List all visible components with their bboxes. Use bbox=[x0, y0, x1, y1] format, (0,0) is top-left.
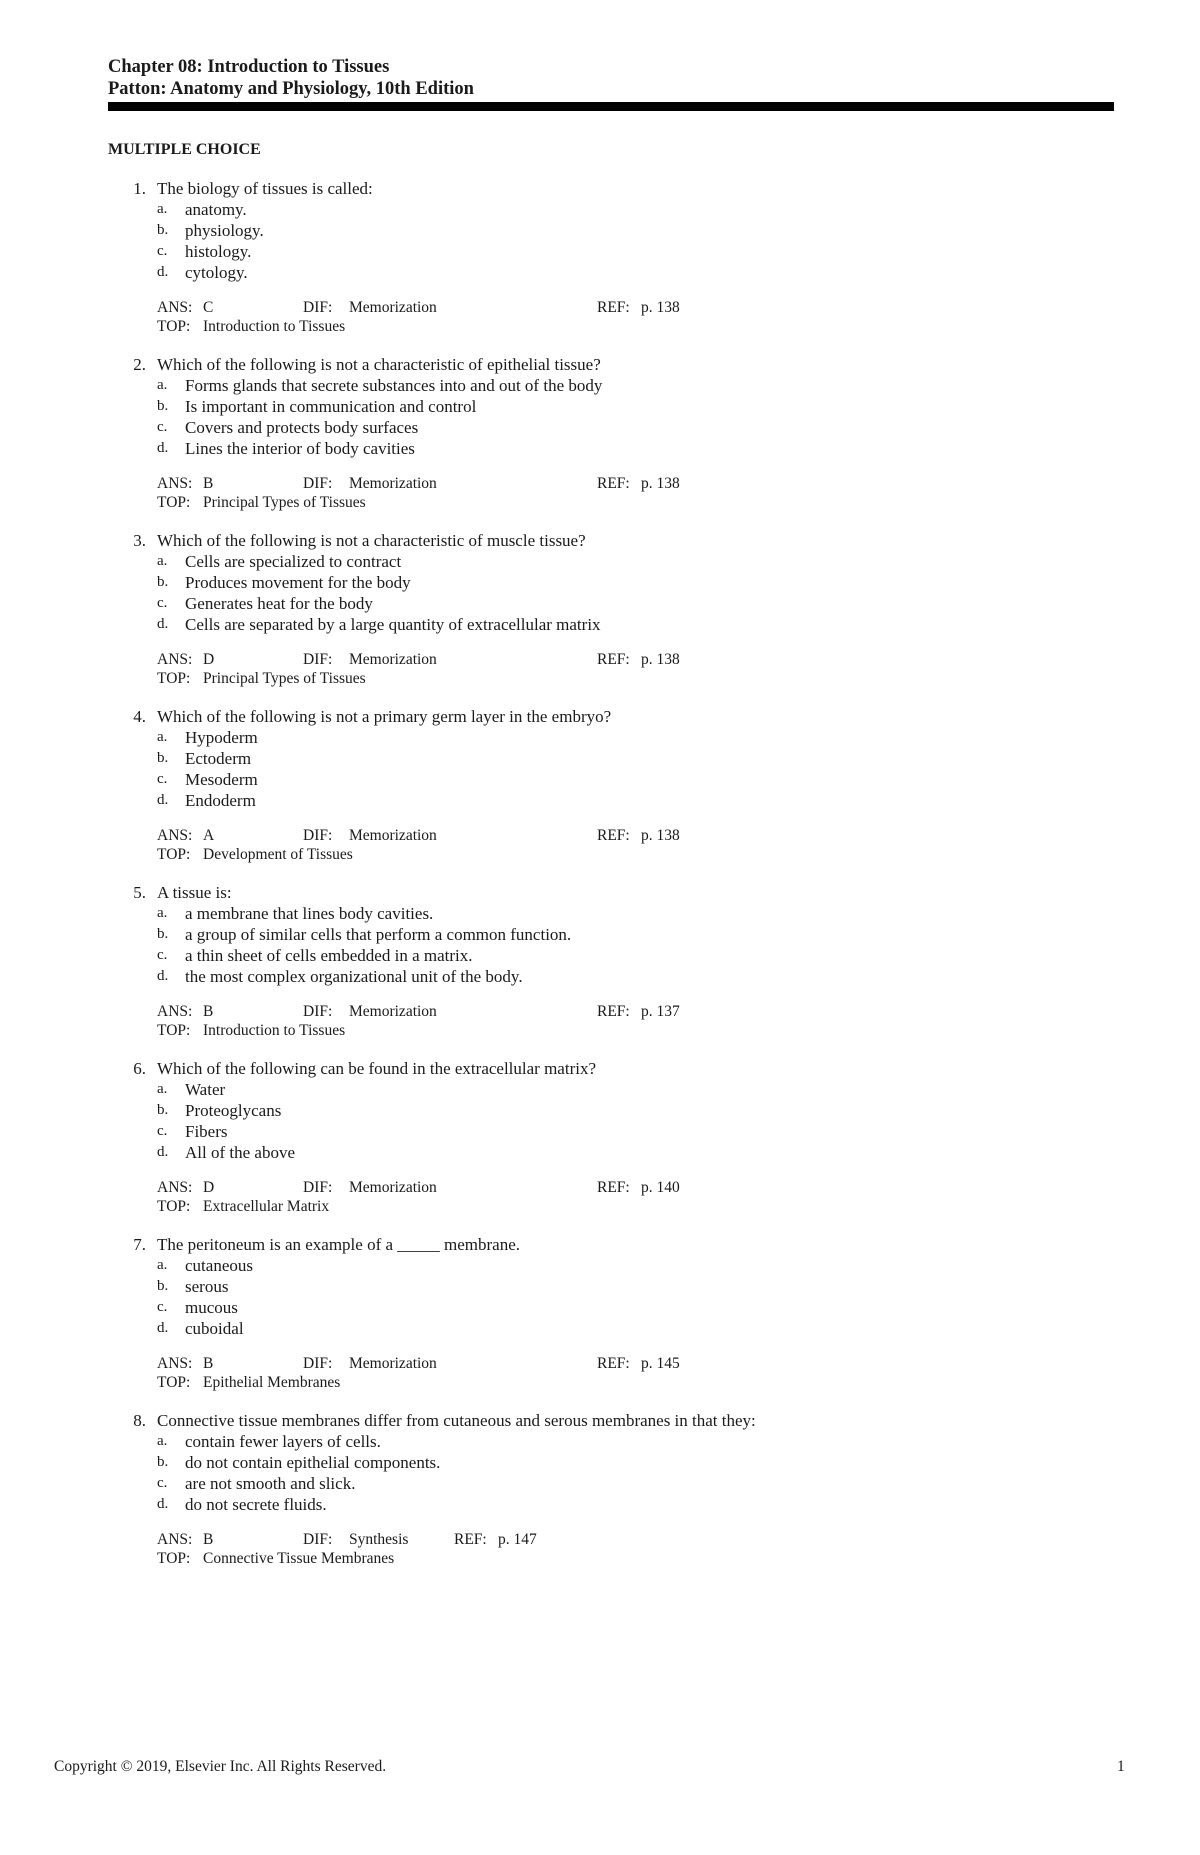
question-item bbox=[108, 530, 1108, 706]
answer-metadata bbox=[157, 1530, 777, 1568]
option-text: a membrane that lines body cavities. bbox=[185, 904, 434, 923]
top-label: TOP: bbox=[157, 1022, 191, 1039]
option-letter: b. bbox=[157, 750, 169, 766]
option-letter: d. bbox=[157, 264, 169, 280]
ans-label: ANS: bbox=[157, 1179, 193, 1196]
option-letter: b. bbox=[157, 1454, 169, 1470]
question-stem: Which of the following is not a characteristic of muscle tissue? bbox=[157, 531, 586, 550]
question-list bbox=[108, 178, 1108, 1586]
top-label: TOP: bbox=[157, 318, 191, 335]
question-number: 6. bbox=[133, 1059, 146, 1078]
question-stem: The peritoneum is an example of a _____ membrane. bbox=[157, 1235, 521, 1254]
question-stem: Which of the following is not a characteristic of epithelial tissue? bbox=[157, 355, 601, 374]
top-label: TOP: bbox=[157, 846, 191, 863]
dif-label: DIF: bbox=[303, 1531, 333, 1548]
dif-label: DIF: bbox=[303, 1355, 333, 1372]
option-text: Water bbox=[185, 1080, 226, 1099]
option-text: cutaneous bbox=[185, 1256, 253, 1275]
option-letter: d. bbox=[157, 1320, 169, 1336]
top-value: Introduction to Tissues bbox=[203, 1022, 346, 1039]
dif-label: DIF: bbox=[303, 299, 333, 316]
ans-label: ANS: bbox=[157, 1531, 193, 1548]
dif-value: Memorization bbox=[349, 299, 437, 316]
page-header bbox=[108, 56, 1114, 100]
option-letter: a. bbox=[157, 201, 168, 217]
ans-label: ANS: bbox=[157, 827, 193, 844]
ans-label: ANS: bbox=[157, 1003, 193, 1020]
chapter-title: Chapter 08: Introduction to Tissues bbox=[108, 57, 390, 77]
option-text: serous bbox=[185, 1277, 229, 1296]
ans-label: ANS: bbox=[157, 651, 193, 668]
top-label: TOP: bbox=[157, 1198, 191, 1215]
option-letter: b. bbox=[157, 398, 169, 414]
option-letter: c. bbox=[157, 1299, 168, 1315]
ref-label: REF: bbox=[597, 1179, 630, 1196]
question-item bbox=[108, 1234, 1108, 1410]
ref-value: p. 140 bbox=[641, 1179, 680, 1196]
ref-label: REF: bbox=[597, 827, 630, 844]
question-stem: Connective tissue membranes differ from cutaneous and serous membranes in that they: bbox=[157, 1411, 756, 1430]
option-letter: c. bbox=[157, 1475, 168, 1491]
page-number: 1 bbox=[1117, 1758, 1125, 1775]
option-letter: b. bbox=[157, 1278, 169, 1294]
dif-label: DIF: bbox=[303, 827, 333, 844]
answer-metadata bbox=[157, 650, 777, 688]
option-letter: d. bbox=[157, 1496, 169, 1512]
question-item bbox=[108, 178, 1108, 354]
answer-metadata bbox=[157, 1002, 777, 1040]
option-text: do not secrete fluids. bbox=[185, 1495, 327, 1514]
option-text: physiology. bbox=[185, 221, 264, 240]
option-letter: c. bbox=[157, 419, 168, 435]
option-text: a thin sheet of cells embedded in a matrix. bbox=[185, 946, 473, 965]
option-text: All of the above bbox=[185, 1143, 295, 1162]
question-number: 7. bbox=[133, 1235, 146, 1254]
ref-label: REF: bbox=[454, 1531, 487, 1548]
ref-label: REF: bbox=[597, 299, 630, 316]
question-number: 5. bbox=[133, 883, 146, 902]
question-item bbox=[108, 882, 1108, 1058]
ans-value: C bbox=[203, 299, 214, 316]
ans-value: D bbox=[203, 651, 215, 668]
dif-label: DIF: bbox=[303, 1179, 333, 1196]
question-item bbox=[108, 1410, 1108, 1586]
dif-value: Memorization bbox=[349, 827, 437, 844]
option-text: Fibers bbox=[185, 1122, 228, 1141]
question-number: 3. bbox=[133, 531, 146, 550]
dif-label: DIF: bbox=[303, 651, 333, 668]
option-text: a group of similar cells that perform a common function. bbox=[185, 925, 572, 944]
option-text: the most complex organizational unit of the body. bbox=[185, 967, 523, 986]
question-item bbox=[108, 706, 1108, 882]
section-title: MULTIPLE CHOICE bbox=[108, 141, 261, 158]
option-text: Cells are specialized to contract bbox=[185, 552, 402, 571]
ans-value: D bbox=[203, 1179, 215, 1196]
option-text: Lines the interior of body cavities bbox=[185, 439, 415, 458]
top-value: Connective Tissue Membranes bbox=[203, 1550, 395, 1567]
question-number: 8. bbox=[133, 1411, 146, 1430]
option-text: Ectoderm bbox=[185, 749, 252, 768]
dif-value: Memorization bbox=[349, 475, 437, 492]
header-rule bbox=[108, 102, 1114, 111]
option-letter: a. bbox=[157, 553, 168, 569]
option-text: Endoderm bbox=[185, 791, 256, 810]
option-letter: b. bbox=[157, 926, 169, 942]
ref-value: p. 138 bbox=[641, 299, 680, 316]
option-text: Mesoderm bbox=[185, 770, 258, 789]
answer-metadata bbox=[157, 1354, 777, 1392]
dif-value: Synthesis bbox=[349, 1531, 409, 1548]
option-text: Covers and protects body surfaces bbox=[185, 418, 419, 437]
option-letter: a. bbox=[157, 377, 168, 393]
option-letter: d. bbox=[157, 968, 169, 984]
ans-label: ANS: bbox=[157, 299, 193, 316]
top-value: Epithelial Membranes bbox=[203, 1374, 341, 1391]
option-letter: a. bbox=[157, 1433, 168, 1449]
top-value: Introduction to Tissues bbox=[203, 318, 346, 335]
option-letter: b. bbox=[157, 1102, 169, 1118]
top-value: Development of Tissues bbox=[203, 846, 353, 863]
dif-label: DIF: bbox=[303, 475, 333, 492]
ref-label: REF: bbox=[597, 651, 630, 668]
answer-metadata bbox=[157, 298, 777, 336]
ans-value: A bbox=[203, 827, 215, 844]
ref-value: p. 138 bbox=[641, 651, 680, 668]
question-item bbox=[108, 354, 1108, 530]
option-letter: c. bbox=[157, 1123, 168, 1139]
ref-label: REF: bbox=[597, 1003, 630, 1020]
option-text: do not contain epithelial components. bbox=[185, 1453, 441, 1472]
question-number: 4. bbox=[133, 707, 146, 726]
option-letter: a. bbox=[157, 1257, 168, 1273]
dif-label: DIF: bbox=[303, 1003, 333, 1020]
option-letter: d. bbox=[157, 440, 169, 456]
option-letter: b. bbox=[157, 574, 169, 590]
question-number: 2. bbox=[133, 355, 146, 374]
option-letter: b. bbox=[157, 222, 169, 238]
option-text: Is important in communication and control bbox=[185, 397, 477, 416]
question-stem: Which of the following can be found in the extracellular matrix? bbox=[157, 1059, 597, 1078]
option-text: mucous bbox=[185, 1298, 238, 1317]
ans-value: B bbox=[203, 475, 214, 492]
top-label: TOP: bbox=[157, 1550, 191, 1567]
top-value: Principal Types of Tissues bbox=[203, 494, 366, 511]
option-letter: a. bbox=[157, 905, 168, 921]
dif-value: Memorization bbox=[349, 1355, 437, 1372]
ref-value: p. 137 bbox=[641, 1003, 680, 1020]
question-stem: Which of the following is not a primary germ layer in the embryo? bbox=[157, 707, 612, 726]
option-letter: a. bbox=[157, 1081, 168, 1097]
option-text: Cells are separated by a large quantity of extracellular matrix bbox=[185, 615, 601, 634]
top-label: TOP: bbox=[157, 670, 191, 687]
ref-value: p. 138 bbox=[641, 475, 680, 492]
ans-value: B bbox=[203, 1355, 214, 1372]
option-letter: d. bbox=[157, 1144, 169, 1160]
book-title: Patton: Anatomy and Physiology, 10th Edition bbox=[108, 79, 474, 99]
top-label: TOP: bbox=[157, 494, 191, 511]
dif-value: Memorization bbox=[349, 651, 437, 668]
option-text: Proteoglycans bbox=[185, 1101, 282, 1120]
option-text: contain fewer layers of cells. bbox=[185, 1432, 381, 1451]
ref-label: REF: bbox=[597, 475, 630, 492]
option-letter: c. bbox=[157, 771, 168, 787]
ref-value: p. 147 bbox=[498, 1531, 537, 1548]
top-value: Principal Types of Tissues bbox=[203, 670, 366, 687]
question-stem: The biology of tissues is called: bbox=[157, 179, 373, 198]
option-letter: c. bbox=[157, 947, 168, 963]
option-text: histology. bbox=[185, 242, 252, 261]
question-item bbox=[108, 1058, 1108, 1234]
option-text: anatomy. bbox=[185, 200, 247, 219]
ans-label: ANS: bbox=[157, 475, 193, 492]
top-value: Extracellular Matrix bbox=[203, 1198, 330, 1215]
answer-metadata bbox=[157, 1178, 777, 1216]
dif-value: Memorization bbox=[349, 1003, 437, 1020]
answer-metadata bbox=[157, 474, 777, 512]
option-letter: c. bbox=[157, 595, 168, 611]
option-letter: d. bbox=[157, 616, 169, 632]
copyright-notice: Copyright © 2019, Elsevier Inc. All Rights Reserved. bbox=[54, 1758, 387, 1775]
option-text: are not smooth and slick. bbox=[185, 1474, 356, 1493]
option-letter: d. bbox=[157, 792, 169, 808]
question-stem: A tissue is: bbox=[157, 883, 232, 902]
option-letter: a. bbox=[157, 729, 168, 745]
answer-metadata bbox=[157, 826, 777, 864]
option-text: Hypoderm bbox=[185, 728, 258, 747]
top-label: TOP: bbox=[157, 1374, 191, 1391]
option-text: Forms glands that secrete substances into and out of the body bbox=[185, 376, 603, 395]
option-text: Produces movement for the body bbox=[185, 573, 411, 592]
question-number: 1. bbox=[133, 179, 146, 198]
ans-label: ANS: bbox=[157, 1355, 193, 1372]
option-letter: c. bbox=[157, 243, 168, 259]
option-text: cuboidal bbox=[185, 1319, 244, 1338]
dif-value: Memorization bbox=[349, 1179, 437, 1196]
ref-value: p. 145 bbox=[641, 1355, 680, 1372]
ans-value: B bbox=[203, 1003, 214, 1020]
ref-label: REF: bbox=[597, 1355, 630, 1372]
option-text: Generates heat for the body bbox=[185, 594, 373, 613]
ref-value: p. 138 bbox=[641, 827, 680, 844]
ans-value: B bbox=[203, 1531, 214, 1548]
option-text: cytology. bbox=[185, 263, 248, 282]
